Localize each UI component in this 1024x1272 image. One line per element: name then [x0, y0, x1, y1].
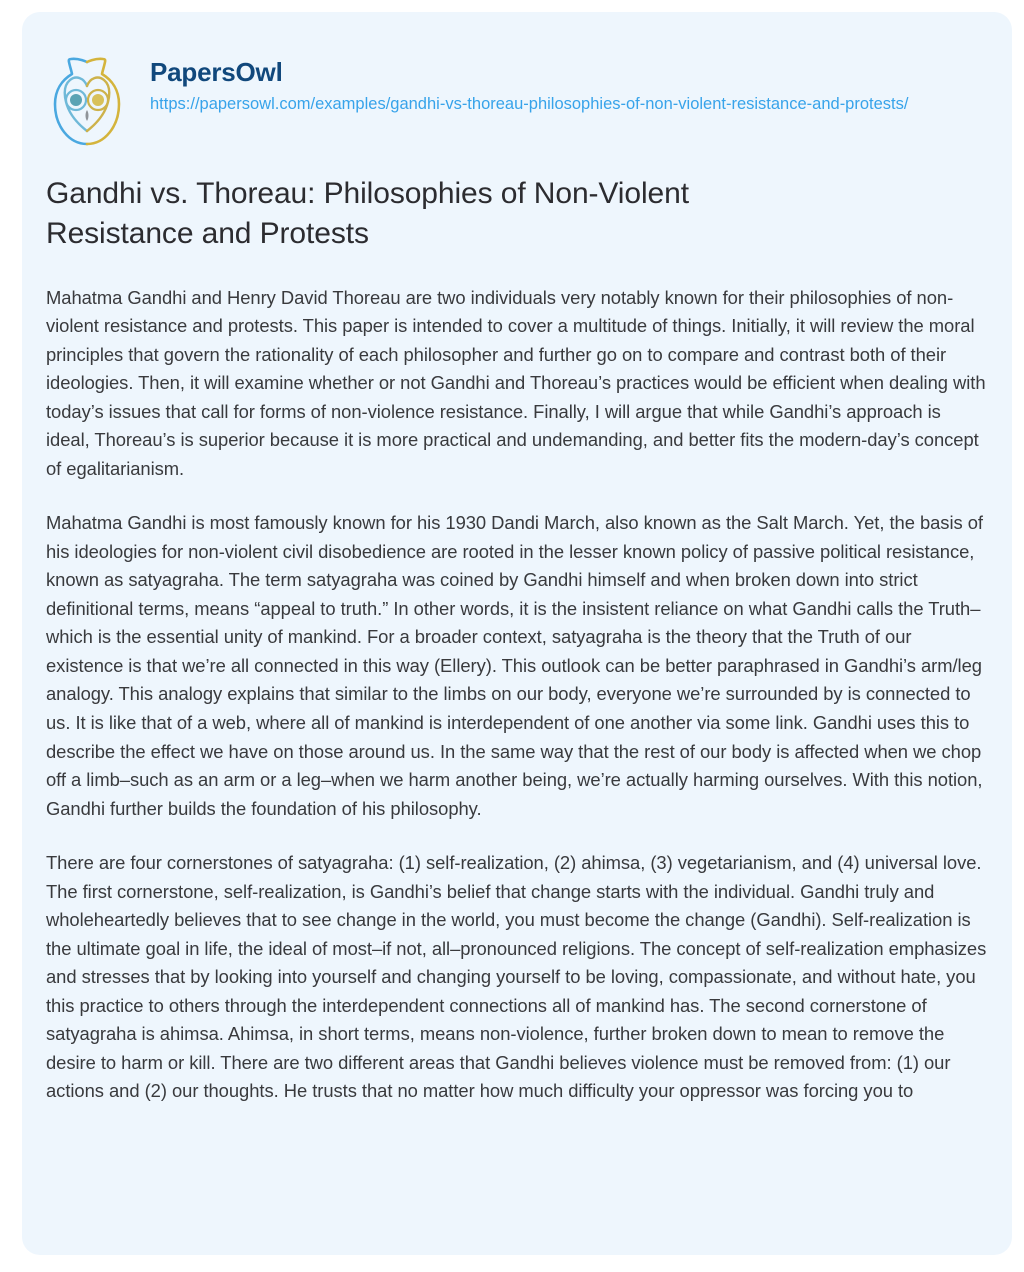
article-card	[22, 12, 1012, 1255]
brand-name: PapersOwl	[150, 57, 283, 87]
site-header	[22, 12, 1012, 150]
page-title: Gandhi vs. Thoreau: Philosophies of Non-Violent Resistance and Protests	[46, 177, 689, 250]
body-paragraph: There are four cornerstones of satyagraha: (1) self-realization, (2) ahimsa, (3) vegetarianism, and (4) universal love. The first cornerstone, self-realization, is Gandhi’s belief that change starts with the individual. Gandhi truly and wholeheartedly believes that to see change in the world, you must become the change (Gandhi). Self-realization is the ultimate goal in life, the ideal of most–if not, all–pronounced religions. The concept of self-realization emphasizes and stresses that by looking into yourself and changing yourself to be loving, compassionate, and without hate, you this practice to others through the interdependent connections all of mankind has. The second cornerstone of satyagraha is ahimsa. Ahimsa, in short terms, means non-violence, further broken down to mean to remove the desire to harm or kill. There are two different areas that Gandhi believes violence must be removed from: (1) our actions and (2) our thoughts. He trusts that no matter how much difficulty your oppressor was forcing you to	[46, 852, 987, 1102]
body-paragraph: Mahatma Gandhi is most famously known for his 1930 Dandi March, also known as the Salt March. Yet, the basis of his ideologies for non-violent civil disobedience are rooted in the lesser known policy of passive political resistance, known as satyagraha. The term satyagraha was coined by Gandhi himself and when broken down into strict definitional terms, means “appeal to truth.” In other words, it is the insistent reliance on what Gandhi calls the Truth–which is the essential unity of mankind. For a broader context, satyagraha is the theory that the Truth of our existence is that we’re all connected in this way (Ellery). This outlook can be better paraphrased in Gandhi’s arm/leg analogy. This analogy explains that similar to the limbs on our body, everyone we’re surrounded by is connected to us. It is like that of a web, where all of mankind is interdependent of one another via some link. Gandhi uses this to describe the effect we have on those around us. In the same way that the rest of our body is affected when we chop off a limb–such as an arm or a leg–when we harm another being, we’re actually harming ourselves. With this notion, Gandhi further builds the foundation of his philosophy.	[46, 512, 983, 819]
article-body	[46, 284, 988, 1106]
body-paragraph: Mahatma Gandhi and Henry David Thoreau are two individuals very notably known for their philosophies of non-violent resistance and protests. This paper is intended to cover a multitude of things. Initially, it will review the moral principles that govern the rationality of each philosopher and further go on to compare and contrast both of their ideologies. Then, it will examine whether or not Gandhi and Thoreau’s practices would be efficient when dealing with today’s issues that call for forms of non-violence resistance. Finally, I will argue that while Gandhi’s approach is ideal, Thoreau’s is superior because it is more practical and undemanding, and better fits the modern-day’s concept of egalitarianism.	[46, 286, 986, 479]
source-url-link[interactable]: https://papersowl.com/examples/gandhi-vs-thoreau-philosophies-of-non-violent-resistance-and-protests/	[150, 94, 909, 113]
owl-logo-icon	[46, 56, 128, 150]
article-content	[22, 174, 1012, 1106]
brand-text-block	[150, 54, 1012, 116]
